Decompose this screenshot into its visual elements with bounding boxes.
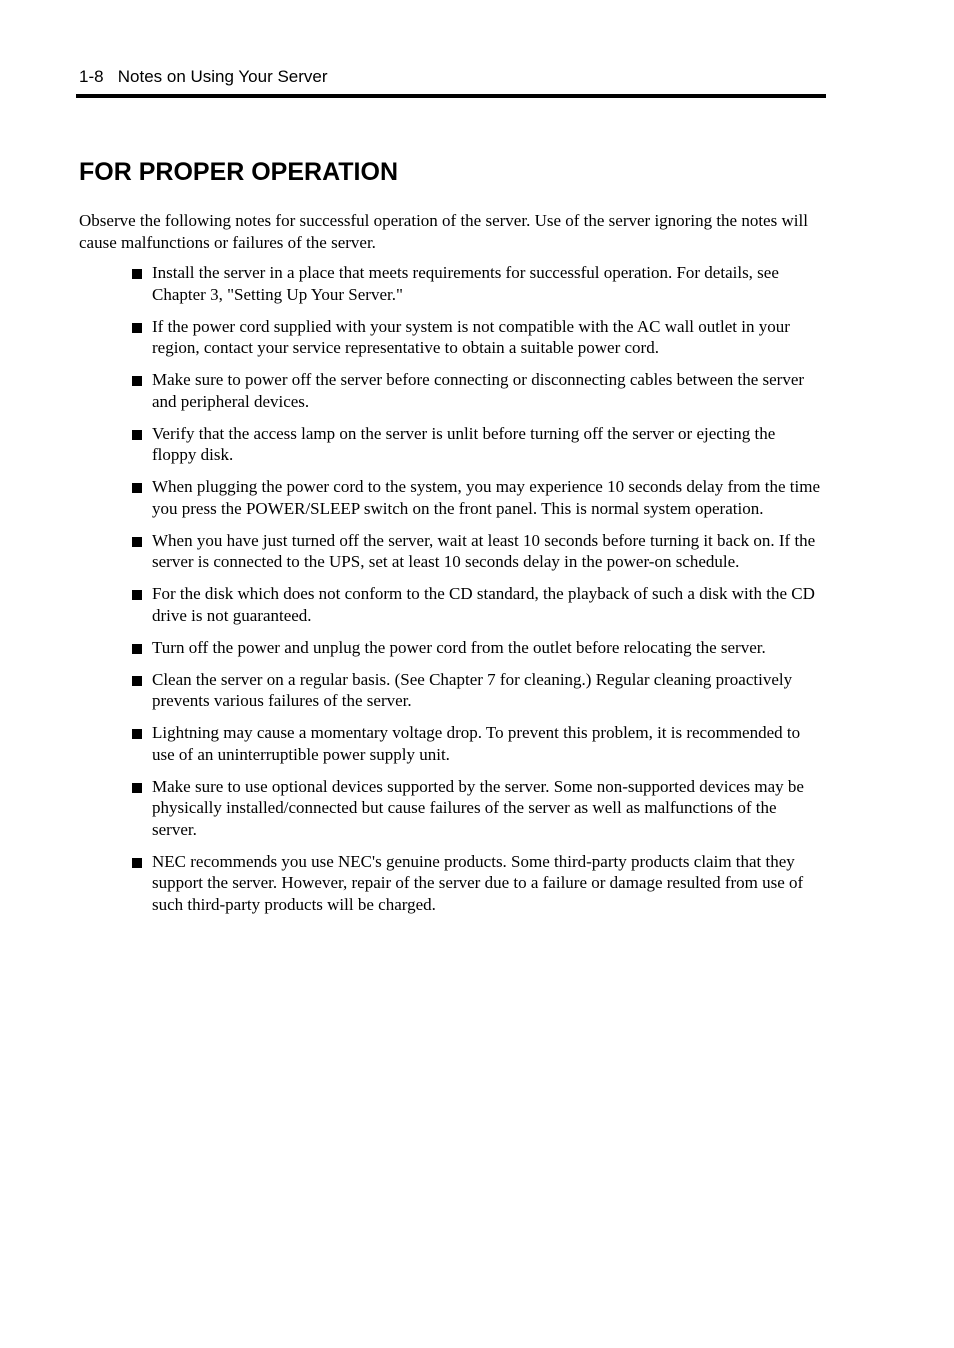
square-bullet-icon xyxy=(132,316,152,333)
square-bullet-icon xyxy=(132,423,152,440)
square-bullet-icon xyxy=(132,369,152,386)
notes-list xyxy=(132,262,822,926)
note-text: Lightning may cause a momentary voltage drop. To prevent this problem, it is recommended to use of an uninterruptible power supply unit. xyxy=(152,723,801,764)
list-item xyxy=(132,423,822,466)
section-title: FOR PROPER OPERATION xyxy=(79,158,399,186)
square-bullet-icon xyxy=(132,637,152,654)
list-item xyxy=(132,722,822,765)
note-text: Make sure to use optional devices supported by the server. Some non-supported devices may be physically installed/connected but cause failures of the server as well as malfunctions of the server. xyxy=(152,776,804,839)
square-bullet-icon xyxy=(132,851,152,868)
square-bullet-icon xyxy=(132,669,152,686)
list-item xyxy=(132,669,822,712)
square-bullet-icon xyxy=(132,262,152,279)
intro-paragraph: Observe the following notes for successful operation of the server. Use of the server ignoring the notes will cause malfunctions or failures of the server. xyxy=(79,211,808,252)
note-text: NEC recommends you use NEC's genuine products. Some third-party products claim that they support the server. However, repair of the server due to a failure or damage resulted from use of such third-party products will be charged. xyxy=(152,851,804,914)
square-bullet-icon xyxy=(132,476,152,493)
note-text: When plugging the power cord to the system, you may experience 10 seconds delay from the time you press the POWER/SLEEP switch on the front panel. This is normal system operation. xyxy=(152,477,821,518)
note-text: For the disk which does not conform to the CD standard, the playback of such a disk with the CD drive is not guaranteed. xyxy=(152,584,815,625)
note-text: Turn off the power and unplug the power cord from the outlet before relocating the server. xyxy=(152,637,766,657)
list-item xyxy=(132,369,822,412)
note-text: If the power cord supplied with your system is not compatible with the AC wall outlet in your region, contact your service representative to obtain a suitable power cord. xyxy=(152,316,790,357)
square-bullet-icon xyxy=(132,722,152,739)
square-bullet-icon xyxy=(132,776,152,793)
header-rule xyxy=(76,94,826,98)
running-header: 1-8 Notes on Using Your Server xyxy=(79,67,328,86)
note-text: Clean the server on a regular basis. (See Chapter 7 for cleaning.) Regular cleaning proactively prevents various failures of the server. xyxy=(152,669,793,710)
list-item xyxy=(132,583,822,626)
list-item xyxy=(132,476,822,519)
note-text: Make sure to power off the server before connecting or disconnecting cables between the server and peripheral devices. xyxy=(152,370,805,411)
note-text: When you have just turned off the server, wait at least 10 seconds before turning it back on. If the server is connected to the UPS, set at least 10 seconds delay in the power-on schedule. xyxy=(152,530,816,571)
note-text: Verify that the access lamp on the server is unlit before turning off the server or ejecting the floppy disk. xyxy=(152,423,776,464)
note-text: Install the server in a place that meets requirements for successful operation. For details, see Chapter 3, "Setting Up Your Server." xyxy=(152,263,779,304)
list-item xyxy=(132,262,822,305)
square-bullet-icon xyxy=(132,530,152,547)
list-item xyxy=(132,316,822,359)
list-item xyxy=(132,637,822,659)
square-bullet-icon xyxy=(132,583,152,600)
list-item xyxy=(132,530,822,573)
list-item xyxy=(132,776,822,841)
list-item xyxy=(132,851,822,916)
